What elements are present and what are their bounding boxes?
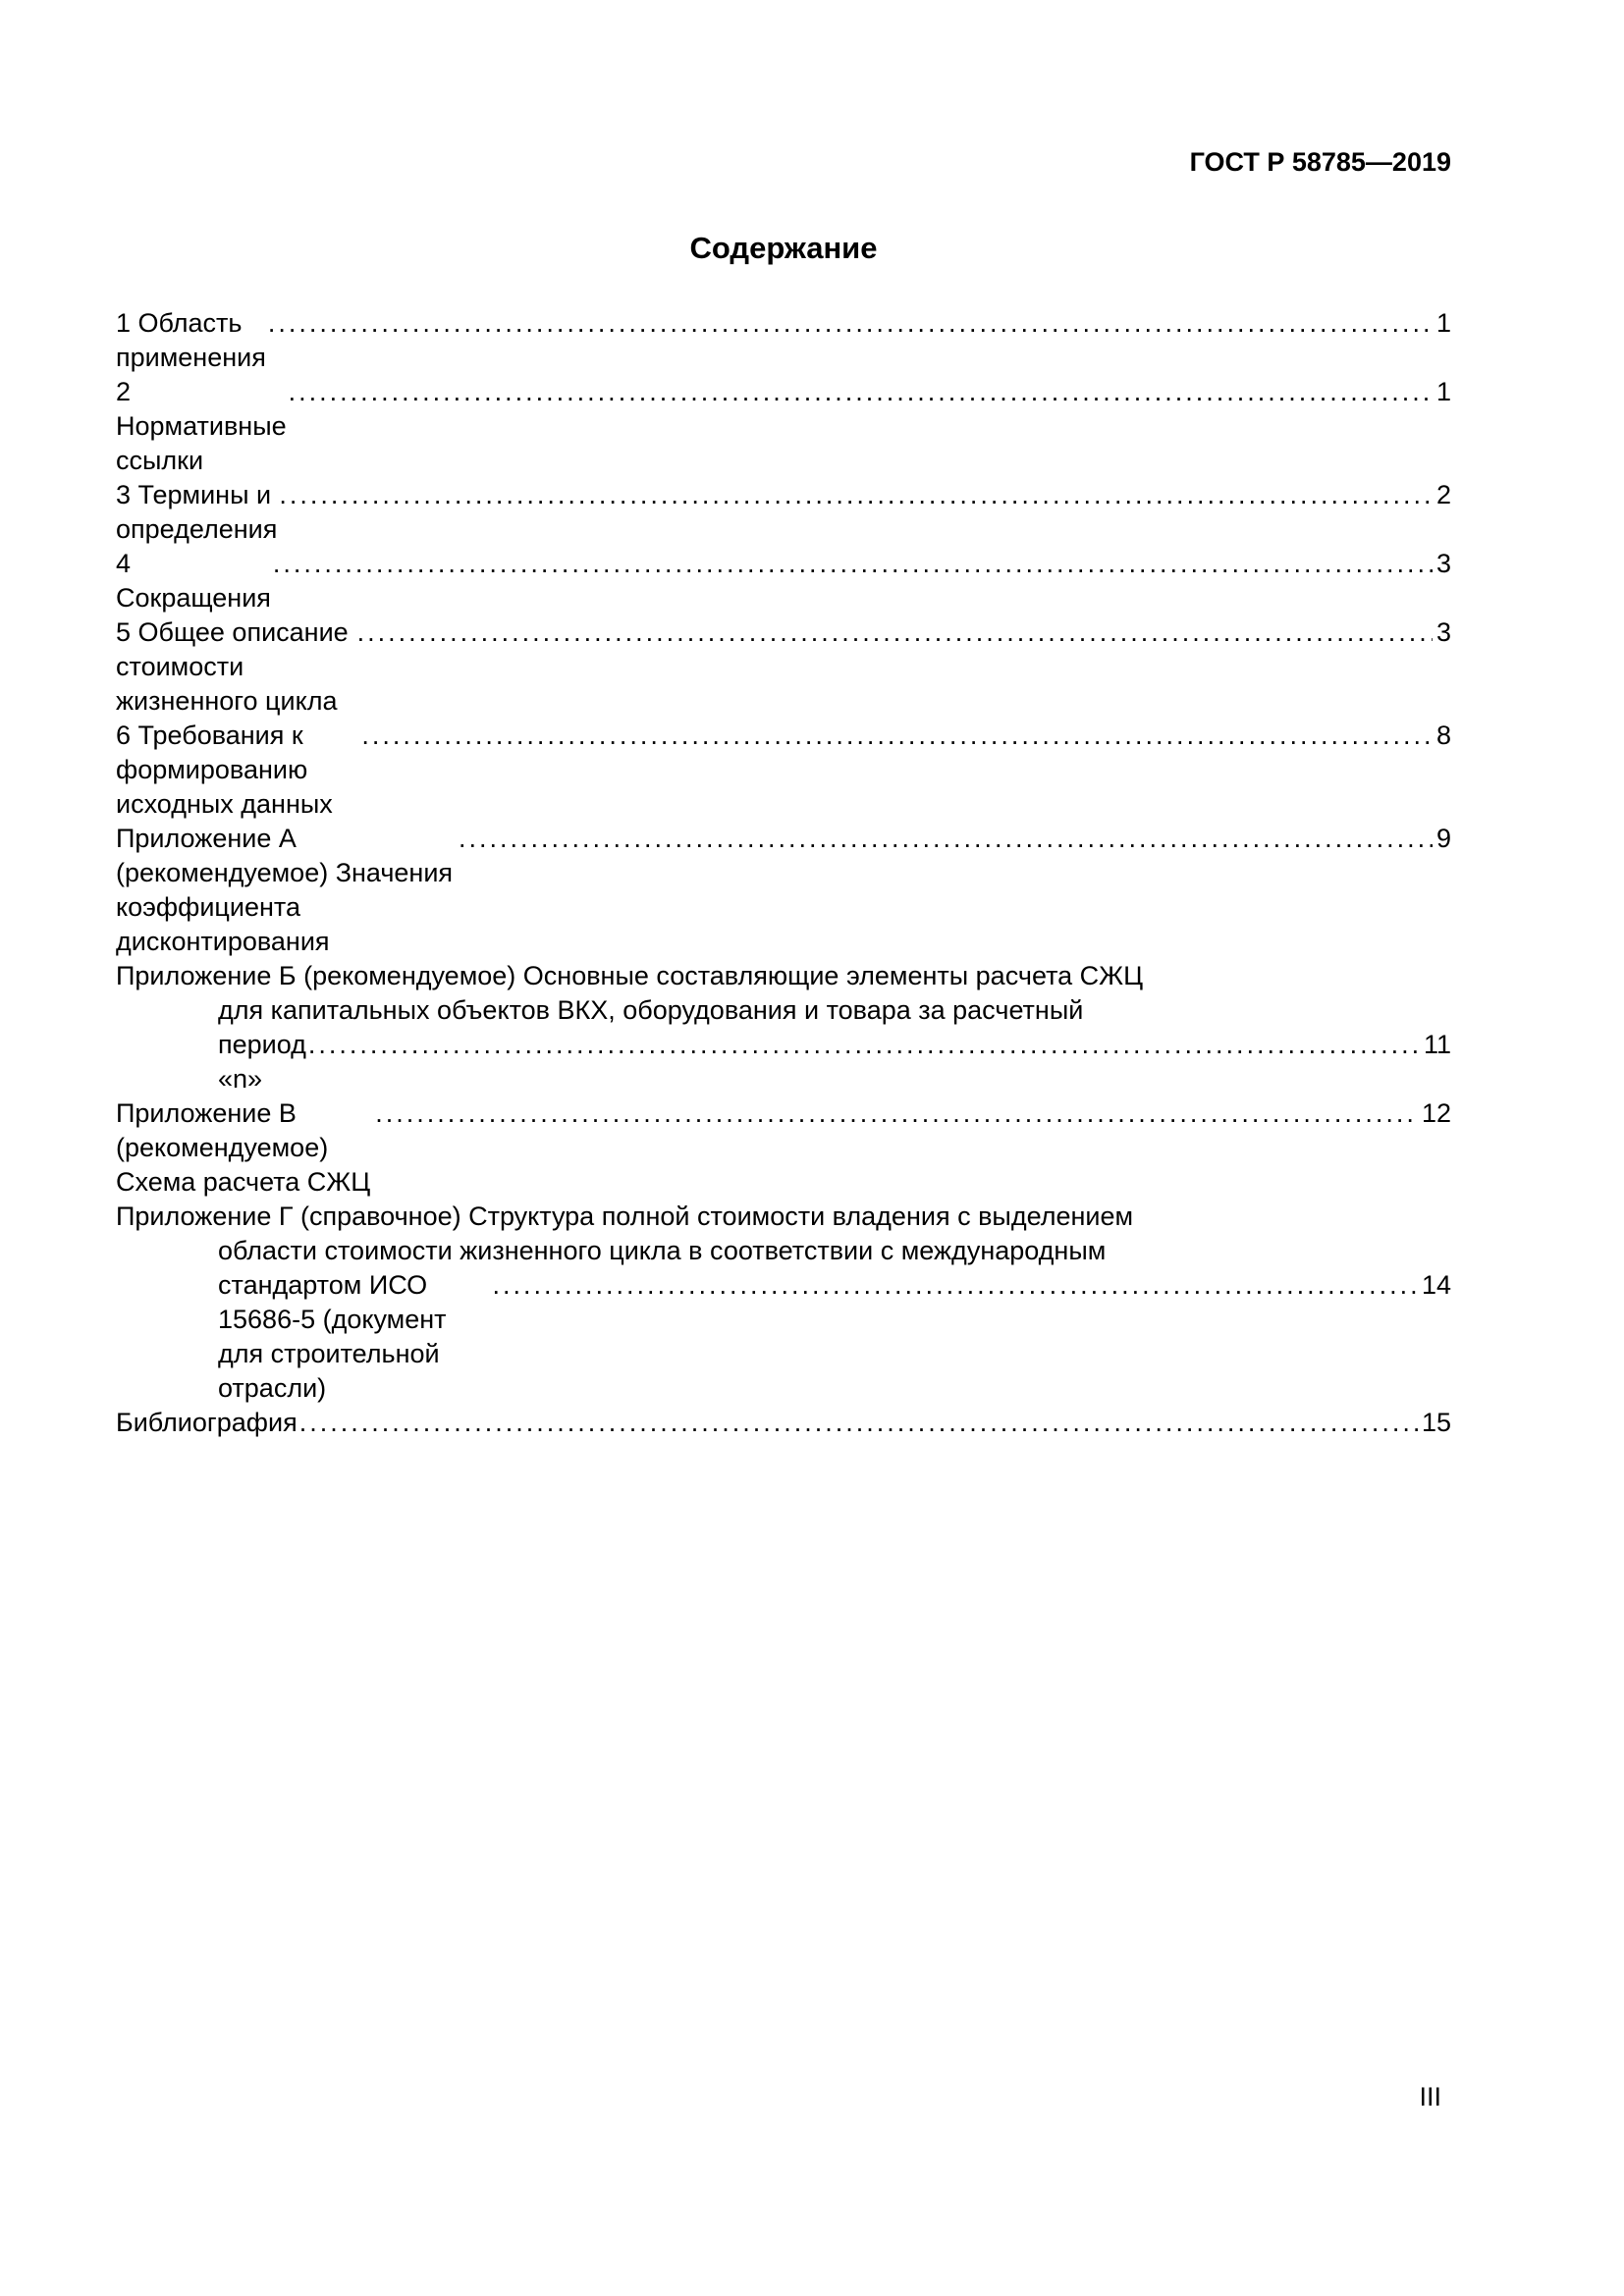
- dot-leader: [268, 306, 1433, 341]
- dot-leader: [361, 719, 1433, 753]
- toc-entry: [116, 993, 1451, 1028]
- toc-entry-text: Приложение Г (справочное) Структура полной стоимости владения с выделением: [116, 1201, 1134, 1231]
- dot-leader: [375, 1096, 1418, 1131]
- dot-leader: [299, 1406, 1418, 1440]
- toc-entry: [116, 1200, 1451, 1234]
- toc-entry-text: стандартом ИСО 15686-5 (документ для строительной отрасли): [218, 1270, 447, 1403]
- toc-entry-page-number: 12: [1421, 1098, 1451, 1128]
- toc-entry: [116, 1234, 1451, 1268]
- toc-entry-text: Приложение В (рекомендуемое) Схема расчета СЖЦ: [116, 1098, 371, 1197]
- page-number: III: [1419, 2082, 1441, 2111]
- toc-entry-text: Приложение А (рекомендуемое) Значения коэффициента дисконтирования: [116, 824, 454, 956]
- toc-entry-text: 1 Область применения: [116, 308, 266, 372]
- toc-entry-text: Библиография: [116, 1408, 298, 1437]
- toc-entry-page-number: 15: [1421, 1408, 1451, 1437]
- toc-entry-page-number: 1: [1435, 308, 1451, 338]
- standard-code-header: ГОСТ Р 58785—2019: [1189, 147, 1451, 177]
- toc-entry-text: для капитальных объектов ВКХ, оборудования и товара за расчетный: [218, 995, 1084, 1025]
- toc-entry-page-number: 2: [1435, 480, 1451, 509]
- toc-entry-text: 5 Общее описание стоимости жизненного цикла: [116, 617, 349, 716]
- dot-leader: [308, 1028, 1420, 1062]
- toc-entry-page-number: 9: [1435, 824, 1451, 853]
- toc-entry: [116, 375, 1451, 478]
- table-of-contents: [116, 306, 1451, 1440]
- toc-entry-page-number: 3: [1435, 549, 1451, 578]
- toc-entry: [116, 719, 1451, 822]
- page-title: Содержание: [689, 231, 878, 265]
- dot-leader: [493, 1268, 1418, 1303]
- dot-leader: [289, 375, 1433, 409]
- toc-entry: [116, 822, 1451, 959]
- toc-entry-text: 3 Термины и определения: [116, 480, 278, 544]
- toc-entry-text: 4 Сокращения: [116, 549, 271, 613]
- toc-entry-text: Приложение Б (рекомендуемое) Основные составляющие элементы расчета СЖЦ: [116, 961, 1144, 990]
- dot-leader: [273, 547, 1433, 581]
- toc-entry-page-number: 8: [1435, 721, 1451, 750]
- toc-entry: [116, 959, 1451, 993]
- dot-leader: [279, 478, 1433, 512]
- toc-entry: [116, 547, 1451, 615]
- toc-entry-text: 2 Нормативные ссылки: [116, 377, 287, 475]
- toc-entry: [116, 306, 1451, 375]
- toc-entry: [116, 1096, 1451, 1200]
- toc-entry-text: 6 Требования к формированию исходных данных: [116, 721, 333, 819]
- dot-leader: [357, 615, 1433, 650]
- toc-entry: [116, 1268, 1451, 1406]
- toc-entry-page-number: 3: [1435, 617, 1451, 647]
- toc-entry: [116, 615, 1451, 719]
- toc-entry-page-number: 14: [1421, 1270, 1451, 1300]
- toc-entry-text: области стоимости жизненного цикла в соответствии с международным: [218, 1236, 1107, 1265]
- dot-leader: [459, 822, 1433, 856]
- toc-entry: [116, 1406, 1451, 1440]
- toc-entry-text: период «n»: [218, 1030, 306, 1094]
- toc-entry: [116, 478, 1451, 547]
- toc-entry-page-number: 1: [1435, 377, 1451, 406]
- toc-entry: [116, 1028, 1451, 1096]
- toc-entry-page-number: 11: [1423, 1030, 1451, 1059]
